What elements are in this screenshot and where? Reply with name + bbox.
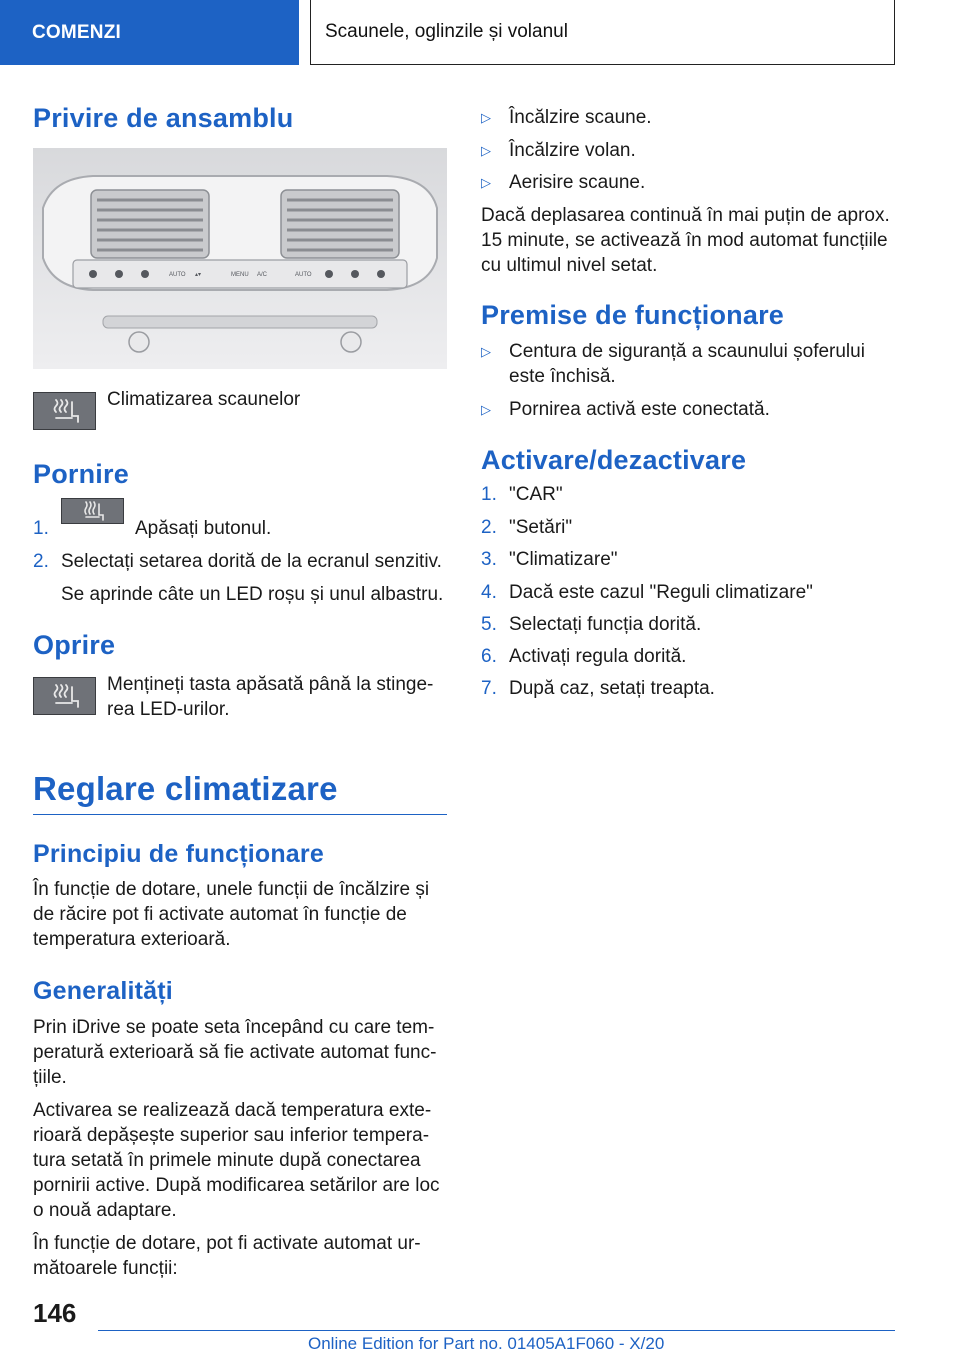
pornire-heading: Pornire: [33, 459, 129, 489]
paragraph-line: Dacă deplasarea continuă în mai puțin de aprox.: [481, 205, 890, 226]
heading-underline: [33, 814, 447, 815]
premise-heading: Premise de funcționare: [481, 300, 784, 330]
panel-label-ac: A/C: [257, 272, 268, 278]
svg-text:▴▾: ▴▾: [195, 272, 202, 278]
triangle-right-icon: ▷: [481, 143, 491, 158]
step-text: Activați regula dorită.: [509, 646, 687, 667]
paragraph-line: țiile.: [33, 1067, 67, 1088]
triangle-right-icon: ▷: [481, 402, 491, 417]
step-text: Selectați setarea dorită de la ecranul senzitiv.: [61, 551, 442, 572]
step-text: Dacă este cazul "Reguli climatizare": [509, 582, 813, 603]
page-number: 146: [33, 1298, 77, 1328]
step-note: Se aprinde câte un LED roșu și unul albastru.: [61, 584, 444, 605]
paragraph-line: rioară depășește superior sau inferior tempera-: [33, 1125, 430, 1146]
generalitati-heading: Generalități: [33, 977, 173, 1005]
paragraph-line: Prin iDrive se poate seta începând cu care tem-: [33, 1017, 435, 1038]
paragraph-line: pornirii active. După modificarea setărilor are loc: [33, 1175, 440, 1196]
panel-label-auto-right: AUTO: [295, 272, 312, 278]
step-number: 4.: [481, 582, 497, 603]
step-text: Apăsați butonul.: [135, 518, 272, 539]
step-number: 7.: [481, 678, 497, 699]
reglare-heading: Reglare climatizare: [33, 770, 338, 807]
step-text: Selectați funcția dorită.: [509, 614, 702, 635]
paragraph-line: 15 minute, se activează în mod automat funcțiile: [481, 230, 888, 251]
oprire-text: rea LED-urilor.: [107, 699, 230, 720]
paragraph-line: În funcție de dotare, pot fi activate automat ur-: [33, 1233, 421, 1254]
step-number: 6.: [481, 646, 497, 667]
bullet-text: este închisă.: [509, 366, 616, 387]
overview-heading: Privire de ansamblu: [33, 103, 294, 133]
footer-divider: [98, 1330, 895, 1331]
seat-ventilation-button-icon: [61, 498, 124, 524]
panel-label-auto-left: AUTO: [169, 272, 186, 278]
panel-label-menu: MENU: [231, 272, 249, 278]
triangle-right-icon: ▷: [481, 175, 491, 190]
triangle-right-icon: ▷: [481, 344, 491, 359]
seat-ventilation-icon: [33, 677, 96, 715]
step-number: 3.: [481, 549, 497, 570]
paragraph-line: o nouă adaptare.: [33, 1200, 177, 1221]
step-number: 1.: [33, 518, 49, 539]
step-number: 1.: [481, 484, 497, 505]
step-text: "Setări": [509, 517, 573, 538]
dashboard-vents-illustration: [33, 148, 447, 369]
step-number: 5.: [481, 614, 497, 635]
icon-caption: Climatizarea scaunelor: [107, 389, 301, 410]
paragraph-line: temperatura exterioară.: [33, 929, 231, 950]
paragraph-line: cu ultimul nivel setat.: [481, 255, 658, 276]
paragraph-line: tura setată în primele minute după conectarea: [33, 1150, 421, 1171]
section-tab: COMENZI: [0, 0, 299, 65]
paragraph-line: Activarea se realizează dacă temperatura exte-: [33, 1100, 432, 1121]
bullet-text: Aerisire scaune.: [509, 172, 646, 193]
seat-ventilation-icon: [33, 392, 96, 430]
bullet-text: Încălzire scaune.: [509, 107, 652, 128]
paragraph-line: mătoarele funcții:: [33, 1258, 178, 1279]
oprire-text: Mențineți tasta apăsată până la stinge-: [107, 674, 434, 695]
step-number: 2.: [33, 551, 49, 572]
activare-heading: Activare/dezactivare: [481, 445, 747, 475]
principiu-heading: Principiu de funcționare: [33, 840, 324, 868]
step-text: După caz, setați treapta.: [509, 678, 715, 699]
step-number: 2.: [481, 517, 497, 538]
paragraph-line: de răcire pot fi activate automat în funcție de: [33, 904, 407, 925]
step-text: "CAR": [509, 484, 563, 505]
triangle-right-icon: ▷: [481, 110, 491, 125]
climate-control-photo: [33, 148, 447, 369]
bullet-text: Încălzire volan.: [509, 140, 636, 161]
step-text: "Climatizare": [509, 549, 618, 570]
bullet-text: Centura de siguranță a scaunului șoferului: [509, 341, 865, 362]
oprire-heading: Oprire: [33, 630, 116, 660]
chapter-title: Scaunele, oglinzile și volanul: [310, 0, 895, 65]
paragraph-line: În funcție de dotare, unele funcții de încălzire și: [33, 879, 430, 900]
edition-note: Online Edition for Part no. 01405A1F060 - X/20: [308, 1334, 665, 1353]
bullet-text: Pornirea activă este conectată.: [509, 399, 770, 420]
paragraph-line: peratură exterioară să fie activate automat func-: [33, 1042, 437, 1063]
